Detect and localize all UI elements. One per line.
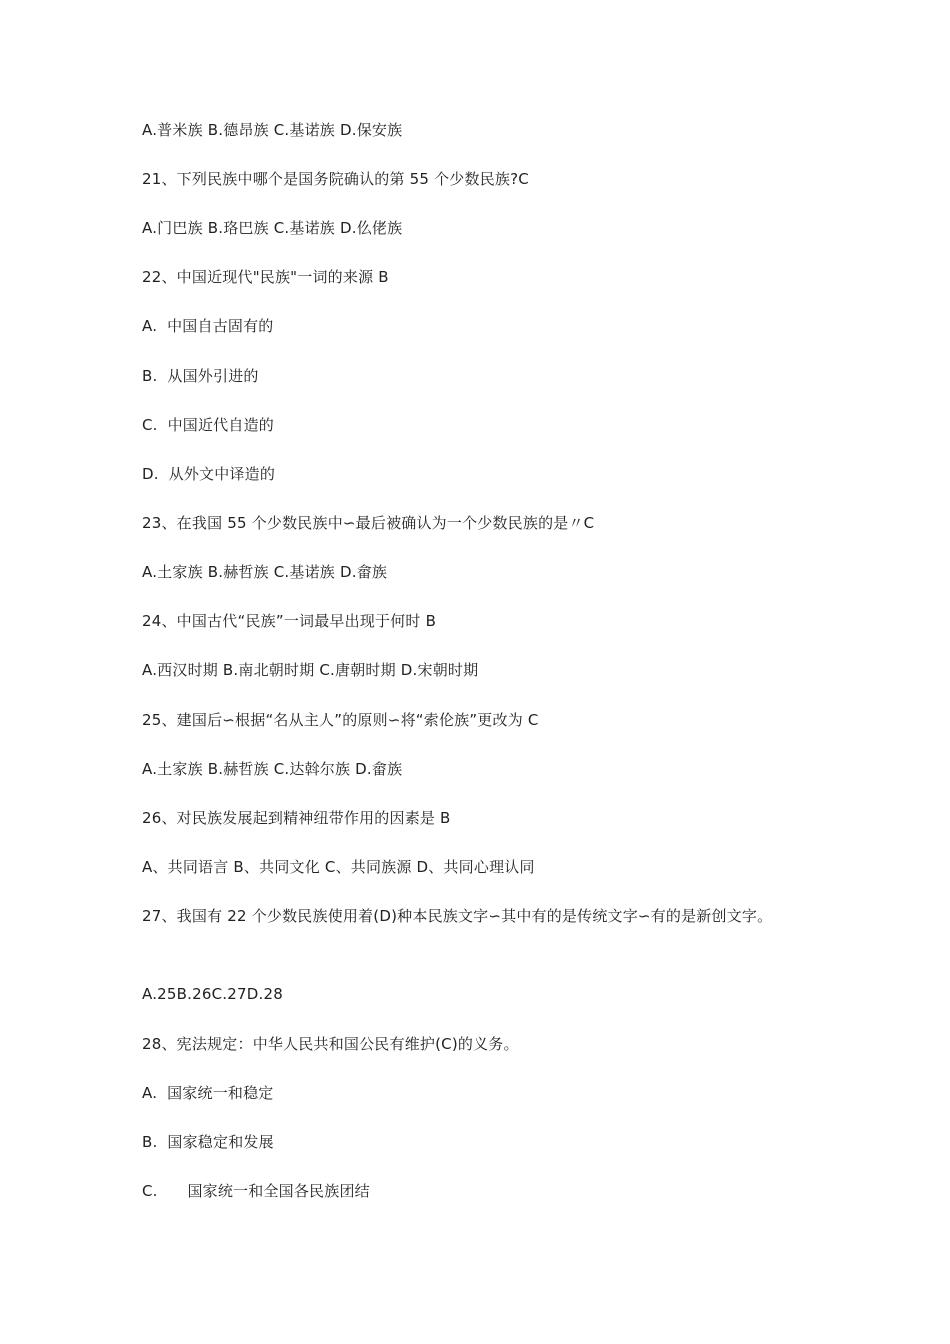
question-28: 28、宪法规定：中华人民共和国公民有维护(C)的义务。	[142, 1035, 519, 1053]
answer-options-24: A.西汉时期 B.南北朝时期 C.唐朝时期 D.宋朝时期	[142, 661, 479, 679]
question-26: 26、对民族发展起到精神纽带作用的因素是 B	[142, 809, 451, 827]
option-22-c: C. 中国近代自造的	[142, 416, 274, 434]
question-27: 27、我国有 22 个少数民族使用着(D)种本民族文字∽其中有的是传统文字∽有的是新创文字。	[142, 907, 773, 925]
option-28-a: A. 国家统一和稳定	[142, 1084, 274, 1102]
answer-options-21: A.门巴族 B.珞巴族 C.基诺族 D.仫佬族	[142, 219, 403, 237]
option-28-b: B. 国家稳定和发展	[142, 1133, 274, 1151]
option-28-c: C. 国家统一和全国各民族团结	[142, 1182, 370, 1200]
answer-options-25: A.土家族 B.赫哲族 C.达斡尔族 D.畲族	[142, 760, 403, 778]
question-24: 24、中国古代“民族”一词最早出现于何时 B	[142, 612, 437, 630]
option-22-d: D. 从外文中译造的	[142, 465, 276, 483]
option-22-b: B. 从国外引进的	[142, 367, 259, 385]
answer-options-26: A、共同语言 B、共同文化 C、共同族源 D、共同心理认同	[142, 858, 535, 876]
question-23: 23、在我国 55 个少数民族中∽最后被确认为一个少数民族的是〃C	[142, 514, 595, 532]
question-25: 25、建国后∽根据“名从主人”的原则∽将“索伦族”更改为 C	[142, 711, 539, 729]
question-22: 22、中国近现代"民族"一词的来源 B	[142, 268, 389, 286]
option-22-a: A. 中国自古固有的	[142, 317, 274, 335]
answer-options-27: A.25B.26C.27D.28	[142, 985, 283, 1003]
answer-options-20: A.普米族 B.德昂族 C.基诺族 D.保安族	[142, 121, 403, 139]
answer-options-23: A.土家族 B.赫哲族 C.基诺族 D.畲族	[142, 563, 388, 581]
question-21: 21、下列民族中哪个是国务院确认的第 55 个少数民族?C	[142, 170, 529, 188]
